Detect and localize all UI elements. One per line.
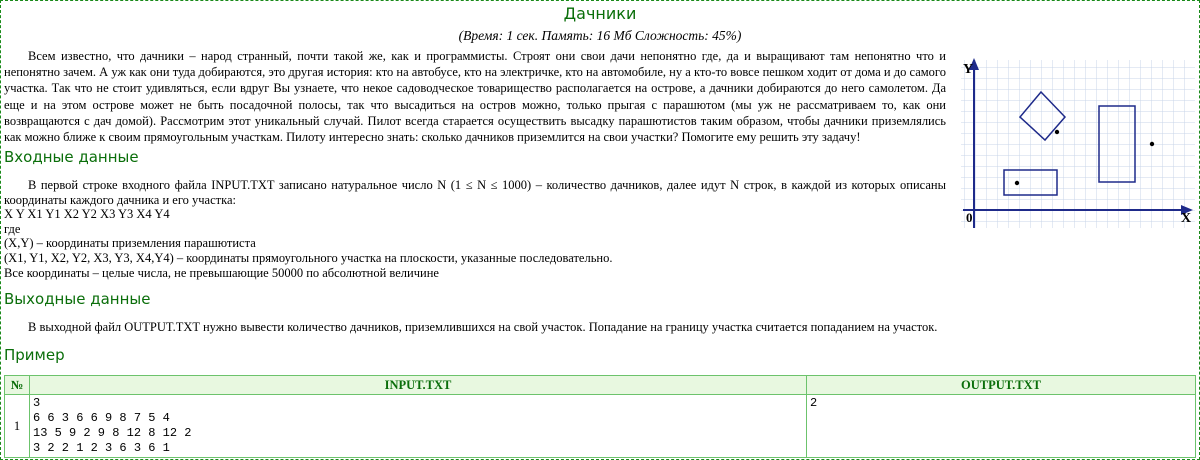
col-input-header: INPUT.TXT xyxy=(30,376,807,395)
input-description: В первой строке входного файла INPUT.TXT записано натуральное число N (1 ≤ N ≤ 1000) – количество дачников, далее идут N строк, в каждой из которых описаны координаты каждого дачника и его участка: xyxy=(4,178,946,207)
input-text: 3 6 6 3 6 6 9 8 7 5 4 13 5 9 2 9 8 12 8 12 2 3 2 2 1 2 3 6 3 6 1 xyxy=(33,396,192,455)
landing-point xyxy=(1015,181,1019,185)
example-heading: Пример xyxy=(4,346,65,364)
input-heading: Входные данные xyxy=(4,148,139,166)
input-line: (X,Y) – координаты приземления парашютиста xyxy=(4,236,256,251)
input-format xyxy=(4,207,946,281)
example-header-row xyxy=(5,376,1196,395)
y-axis-label: Y xyxy=(963,62,974,77)
origin-label: 0 xyxy=(966,210,973,225)
output-description: В выходной файл OUTPUT.TXT нужно вывести количество дачников, приземлившихся на свой участок. Попадание на границу участка считается попаданием на участок. xyxy=(28,320,938,334)
landing-point xyxy=(1055,130,1059,134)
input-line: Все координаты – целые числа, не превышающие 50000 по абсолютной величине xyxy=(4,265,439,280)
problem-title: Дачники xyxy=(563,4,637,23)
col-output-header: OUTPUT.TXT xyxy=(807,376,1196,395)
input-line: X Y X1 Y1 X2 Y2 X3 Y3 X4 Y4 xyxy=(4,207,170,221)
input-cell xyxy=(30,395,807,458)
col-number-header: № xyxy=(5,376,30,395)
input-line: где xyxy=(4,221,21,236)
x-axis-label: X xyxy=(1181,211,1192,226)
grid-background xyxy=(961,60,1195,228)
coordinate-figure xyxy=(953,56,1199,236)
output-heading: Выходные данные xyxy=(4,290,151,308)
table-row xyxy=(5,395,1196,458)
output-cell xyxy=(807,395,1196,458)
input-line: (X1, Y1, X2, Y2, X3, Y3, X4,Y4) – координаты прямоугольного участка на плоскости, указанные последовательно. xyxy=(4,251,613,266)
row-number: 1 xyxy=(5,395,30,458)
example-table xyxy=(4,375,1196,458)
problem-limits: (Время: 1 сек. Память: 16 Мб Сложность: 45%) xyxy=(458,28,742,43)
landing-point xyxy=(1150,142,1154,146)
output-text: 2 xyxy=(810,396,818,410)
problem-statement: Всем известно, что дачники – народ странный, почти такой же, как и программисты. Строят они свои дачи непонятно где, да и выращивают там непонятно что и непонятно зачем. А уж как они туда добираются, это другая история: кто на автобусе, кто на электричке, кто на автомобиле, ну а кто-то вовсе пешком ходит от дома и до самого участка. Так что не стоит удивляться, если вдруг Вы узнаете, что некое садоводческое товарищество располагается на острове, а дачники добираются до него самолетом. Да еще и на этом острове может не быть посадочной полосы, так что высадиться на остров можно, только прыгая с парашютом (мы уж не рассматриваем то, как они возвращаются с дач домой). Рассмотрим этот уникальный случай. Пилот всегда старается осуществить высадку парашютистов таким образом, чтобы дачники приземлялись как можно ближе к своим прямоугольным участкам. Пилоту интересно знать: сколько дачников приземлится на свои участки? Помогите ему решить эту задачу! xyxy=(4,49,946,145)
